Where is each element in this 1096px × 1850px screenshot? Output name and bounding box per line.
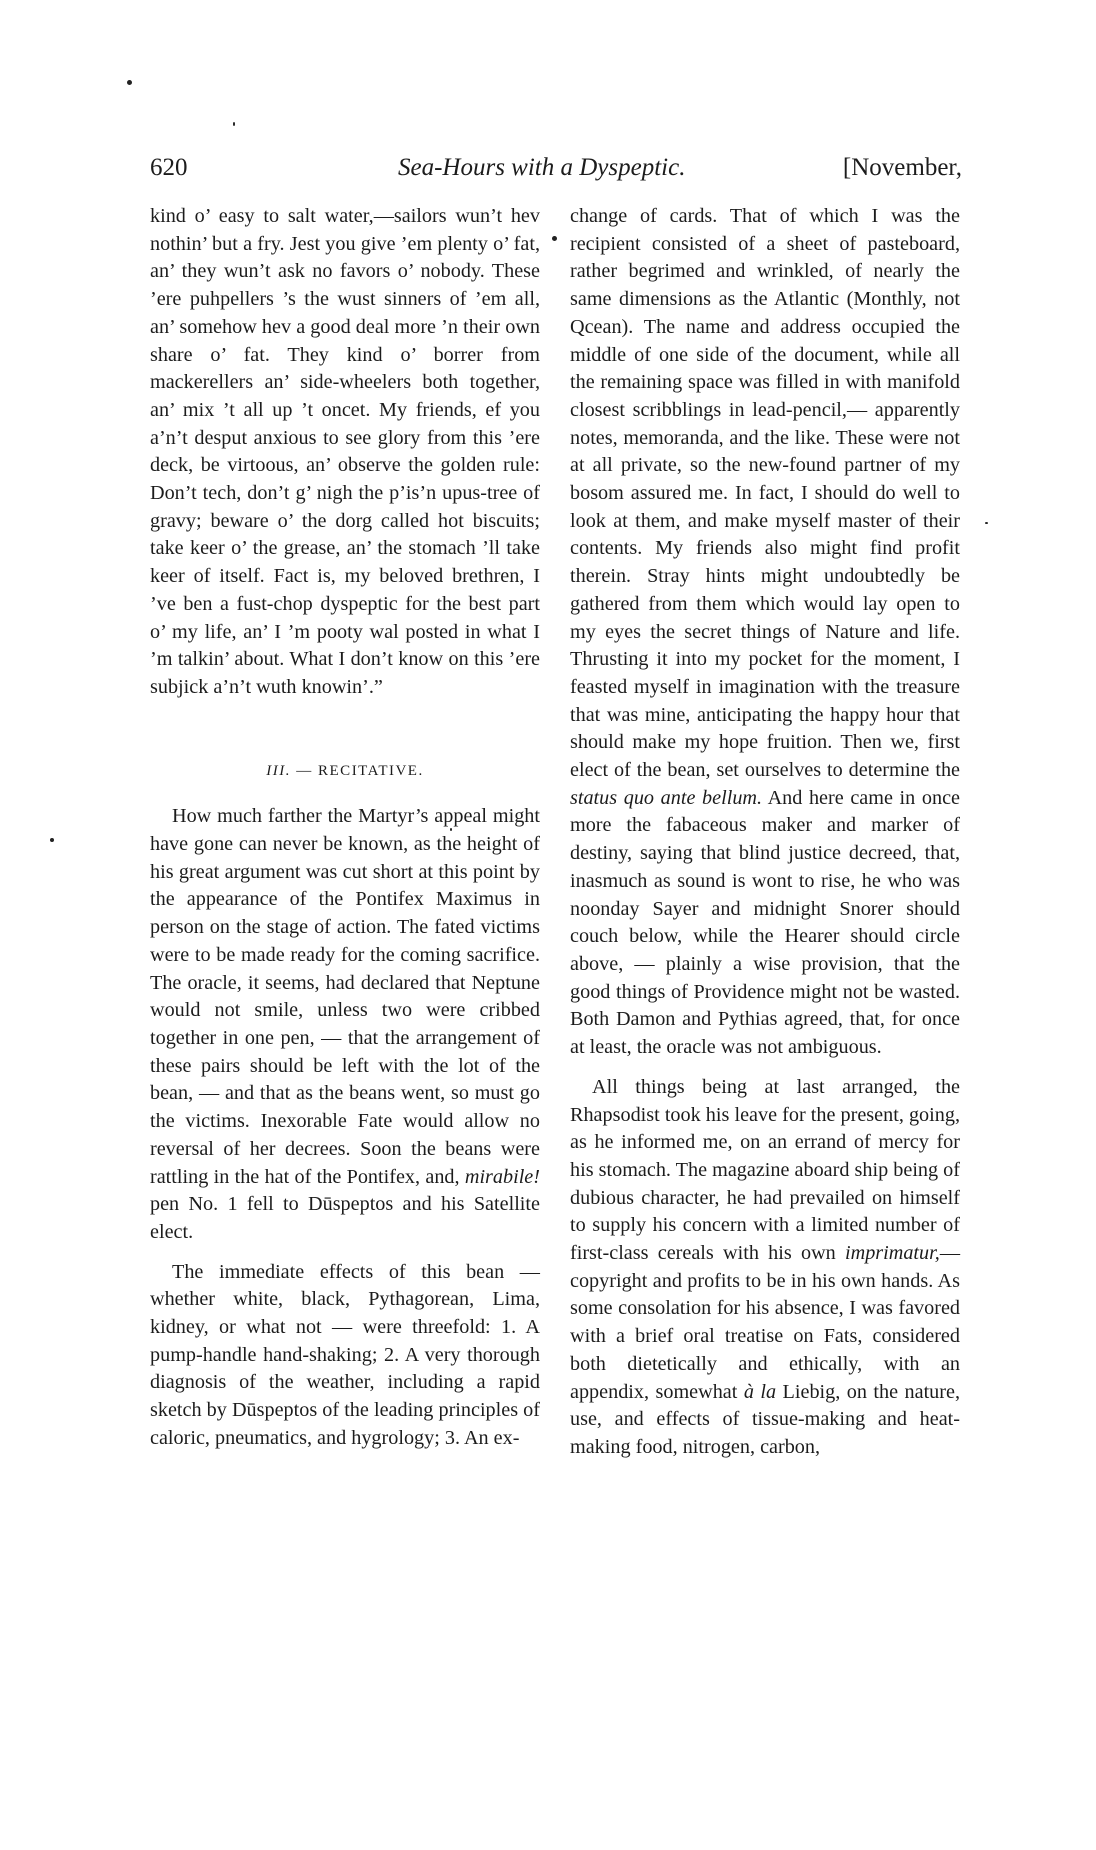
paragraph-text: — copyright and profits to be in his own hands. As some consolation for his absence, I was favored with a brief oral treatise on Fats, considered both dietetically and ethically, with an appendix, somewhat [570, 1242, 960, 1403]
ink-speck [985, 522, 988, 524]
ink-speck [552, 236, 557, 241]
paragraph-text: Liebig, on the nature, use, and effects of tissue-making and heat-making food, nitrogen, carbon, [570, 1380, 961, 1458]
right-column [570, 203, 960, 1462]
paragraph: The immediate effects of this bean — whether white, black, Pythagorean, Lima, kidney, or what not — were threefold: 1. A pump-handle hand-shaking; 2. A very thorough diagnosis of the weather, including a rapid sketch by Dūspeptos of the leading principles of caloric, pneumatics, and hygrology; 3. An ex- [150, 1260, 540, 1449]
ink-speck [127, 80, 132, 85]
paragraph [570, 1074, 960, 1462]
paragraph-text: pen No. 1 fell to Dūspeptos and his Satellite elect. [150, 1193, 540, 1243]
paragraph-text: All things being at last arranged, the Rhapsodist took his leave for the present, going, as he informed me, on an errand of mercy for his stomach. The magazine aboard ship being of dubious character, he had prevailed on himself to supply his concern with a limited number of first-class cereals with his own [570, 1075, 960, 1265]
italic-text: status quo ante bellum. [570, 786, 763, 809]
paragraph [150, 803, 540, 1246]
running-header [150, 154, 962, 194]
page-number: 620 [150, 154, 188, 181]
section-heading [150, 758, 540, 786]
paragraph-text: How much farther the Martyr’s appeal might have gone can never be known, as the height of his great argument was cut short at this point by the appearance of the Pontifex Maximus in person on the stage of action. The fated victims were to be made ready for the coming sacrifice. The oracle, it seems, had declared that Neptune would not smile, unless two were cribbed together in one pen, — that the arrangement of these pairs should be left with the lot of the bean, — and that as the beans went, so must go the victims. Inexorable Fate would allow no reversal of her decrees. Soon the beans were rattling in the hat of the Pontifex, and, [150, 805, 540, 1188]
left-column [150, 203, 540, 1453]
italic-text: imprimatur, [845, 1242, 940, 1265]
paragraph-text: And here came in once more the fabaceous maker and marker of destiny, saying that blind justice decreed, that, inasmuch as sound is wont to rise, he who was noonday Sayer and midnight Snorer should couch below, while the Hearer should circle above, — plainly a wise provision, that the good things of Providence might not be wasted. Both Damon and Pythias agreed, that, for once at least, the oracle was not ambiguous. [570, 786, 960, 1059]
section-number: III. [266, 762, 292, 779]
ink-speck [233, 122, 235, 126]
header-month: [November, [842, 154, 962, 181]
running-title: Sea-Hours with a Dyspeptic. [398, 154, 686, 181]
paragraph-text: change of cards. That of which I was the recipient consisted of a sheet of pasteboard, rather begrimed and wrinkled, of nearly the same dimensions as the Atlantic (Monthly, not Qcean). The name and address occupied the middle of one side of the document, while all the remaining space was filled in with manifold closest scribblings in lead-pencil,— apparently notes, memoranda, and the like. These were not at all private, so the new-found partner of my bosom assured me. In fact, I should do well to look at them, and make myself master of their contents. My friends also might find profit therein. Stray hints might undoubtedly be gathered from them which would lay open to my eyes the secret things of Nature and life. Thrusting it into my pocket for the moment, I feasted myself in imagination with the treasure that was mine, anticipating the happy hour that should make my hope fruition. Then we, first elect of the bean, set ourselves to determine the [570, 205, 960, 782]
italic-text: à la [743, 1380, 777, 1403]
italic-text: mirabile! [464, 1165, 540, 1188]
paragraph [570, 203, 960, 1062]
section-title: — RECITATIVE. [296, 762, 424, 779]
ink-speck [50, 838, 54, 842]
paragraph: kind o’ easy to salt water,—sailors wun’t hev nothin’ but a fry. Jest you give ’em plenty o’ fat, an’ they wun’t ask no favors o’ nobody. These ’ere puhpellers ’s the wust sinners of ’em all, an’ somehow hev a good deal more ’n their own share o’ fat. They kind o’ borrer from mackerellers an’ side-wheelers both together, an’ mix ’t all up ’t oncet. My friends, ef you a’n’t desput anxious to see glory from this ’ere deck, be virtoous, an’ observe the golden rule: Don’t tech, don’t g’ nigh the p’is’n upus-tree of gravy; beware o’ the dorg called hot biscuits; take keer o’ the grease, an’ the stomach ’ll take keer of itself. Fact is, my beloved brethren, I ’ve ben a fust-chop dyspeptic for the best part o’ my life, an’ I ’m pooty wal posted in what I ’m talkin’ about. What I don’t know on this ’ere subjick a’n’t wuth knowin’.” [150, 205, 540, 698]
